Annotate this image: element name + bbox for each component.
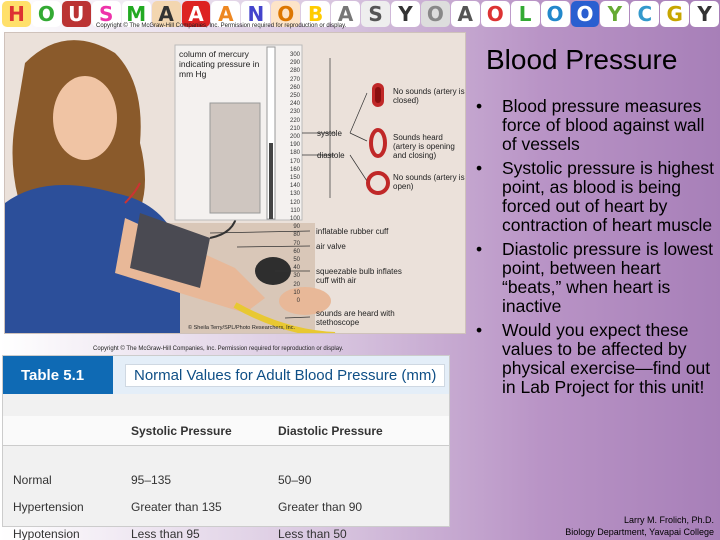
bullet-text: Systolic pressure is highest point, as blood is being forced out of heart by contraction of heart muscle [502, 158, 715, 235]
bullet-dot: • [476, 320, 483, 340]
diastolic-value: 50–90 [278, 472, 312, 487]
diastolic-value: Greater than 90 [278, 499, 363, 514]
scale-tick-label: 130 [289, 191, 300, 198]
table-gap [3, 394, 449, 414]
banner-letter: H [2, 1, 31, 27]
scale-tick-label: 30 [293, 273, 300, 280]
list-item [476, 97, 716, 154]
scale-tick-label: 210 [289, 125, 300, 132]
scale-tick-label: 290 [289, 60, 300, 67]
banner-letter: L [511, 1, 540, 27]
scale-tick-label: 230 [289, 109, 300, 116]
table-row [3, 466, 449, 493]
scale-tick-label: 100 [289, 216, 300, 223]
systole-label: systole [317, 129, 342, 138]
banner-letter: O [541, 1, 570, 27]
bullet-dot: • [476, 158, 483, 178]
blood-pressure-photo [4, 32, 466, 334]
row-label: Normal [13, 472, 52, 487]
bulb-label: squeezable bulb inflates cuff with air [316, 267, 402, 285]
scale-tick-label: 0 [296, 298, 300, 305]
banner-letter: A [182, 1, 211, 27]
scale-tick-label: 150 [289, 175, 300, 182]
scale-tick-label: 40 [293, 265, 300, 272]
bullet-text: Blood pressure measures force of blood against wall of vessels [502, 96, 705, 154]
diastole-label: diastole [317, 151, 345, 160]
scale-tick-label: 240 [289, 101, 300, 108]
banner-letter: B [301, 1, 330, 27]
figure-copyright: Copyright © The McGraw-Hill Companies, Inc. Permission required for reproduction or display. [96, 23, 347, 29]
scale-tick-label: 90 [293, 224, 300, 231]
stethoscope-label: sounds are heard with stethoscope [316, 309, 395, 327]
banner-letter: S [361, 1, 390, 27]
scale-tick-label: 280 [289, 68, 300, 75]
banner-letter: A [451, 1, 480, 27]
blood-pressure-table [2, 355, 450, 540]
scale-tick-label: 250 [289, 93, 300, 100]
row-label: Hypertension [13, 499, 84, 514]
scale-tick-label: 50 [293, 257, 300, 264]
table-gap [3, 446, 449, 466]
bullet-text: Would you expect these values to be affected by physical exercise—find out in Lab Project for this unit! [502, 320, 711, 397]
systolic-value: 95–135 [131, 472, 172, 487]
table-number: Table 5.1 [3, 356, 113, 394]
systolic-value: Greater than 135 [131, 499, 222, 514]
scale-tick-label: 120 [289, 199, 300, 206]
banner-letter: O [32, 1, 61, 27]
banner-letter: A [152, 1, 181, 27]
banner-letter: Y [391, 1, 420, 27]
scale-tick-label: 80 [293, 232, 300, 239]
table-title: Normal Values for Adult Blood Pressure (mm) [125, 364, 445, 387]
banner-letter: N [241, 1, 270, 27]
bullet-text: Diastolic pressure is lowest point, between heart “beats,” when heart is inactive [502, 239, 714, 316]
list-item [476, 240, 716, 316]
artery-open-label: No sounds (artery is open) [393, 173, 465, 191]
diastolic-value: Less than 50 [278, 526, 347, 540]
scale-tick-label: 180 [289, 150, 300, 157]
scale-tick-label: 10 [293, 289, 300, 296]
bullet-dot: • [476, 96, 483, 116]
scale-tick-label: 140 [289, 183, 300, 190]
artery-opening-label: Sounds heard (artery is opening and closing) [393, 133, 455, 160]
banner-letter: O [571, 1, 600, 27]
bullet-dot: • [476, 239, 483, 259]
author-name: Larry M. Frolich, Ph.D. [623, 515, 714, 525]
row-label: Hypotension [13, 526, 80, 540]
banner-letter: G [660, 1, 689, 27]
scale-tick-label: 300 [289, 52, 300, 58]
photo-credit: © Sheila Terry/SPL/Photo Researchers, Inc. [188, 325, 295, 331]
bullet-list [476, 97, 716, 402]
banner-letter: A [331, 1, 360, 27]
scale-tick-label: 160 [289, 166, 300, 173]
scale-tick-label: 170 [289, 158, 300, 165]
scale-tick-label: 110 [290, 207, 300, 214]
banner-letter: M [122, 1, 151, 27]
mercury-scale [284, 51, 300, 305]
scale-tick-label: 260 [289, 84, 300, 91]
scale-tick-label: 190 [289, 142, 300, 149]
cuff-label: inflatable rubber cuff [316, 227, 389, 236]
gauge-label: column of mercury indicating pressure in mm Hg [179, 49, 260, 79]
systolic-value: Less than 95 [131, 526, 200, 540]
table-row [3, 520, 449, 540]
author-department: Biology Department, Yavapai College [565, 527, 714, 537]
table-copyright: Copyright © The McGraw-Hill Companies, Inc. Permission required for reproduction or display. [93, 346, 344, 352]
scale-tick-label: 20 [293, 281, 300, 288]
banner-letter: U [62, 1, 91, 27]
banner-letter: O [421, 1, 450, 27]
air-valve-label: air valve [316, 242, 346, 251]
table-row [3, 493, 449, 520]
scale-tick-label: 60 [293, 248, 300, 255]
scale-tick-label: 200 [289, 134, 300, 141]
banner-letter: Y [690, 1, 719, 27]
slide-footer [565, 514, 714, 538]
banner-letter: O [271, 1, 300, 27]
table-header [3, 356, 449, 394]
scale-tick-label: 220 [289, 117, 300, 124]
banner-letter: S [92, 1, 121, 27]
table-title-wrap [113, 356, 449, 394]
list-item [476, 321, 716, 397]
banner-letter: Y [600, 1, 629, 27]
scale-tick-label: 70 [293, 240, 300, 247]
list-item [476, 159, 716, 235]
banner-letter: O [481, 1, 510, 27]
scale-tick-label: 270 [289, 76, 300, 83]
slide-title: Blood Pressure [486, 44, 678, 75]
artery-closed-label: No sounds (artery is closed) [393, 87, 465, 105]
column-header-diastolic: Diastolic Pressure [278, 423, 383, 438]
table-column-headers [3, 416, 449, 446]
column-header-systolic: Systolic Pressure [131, 423, 232, 438]
banner-letter: A [211, 1, 240, 27]
banner-letter: C [630, 1, 659, 27]
